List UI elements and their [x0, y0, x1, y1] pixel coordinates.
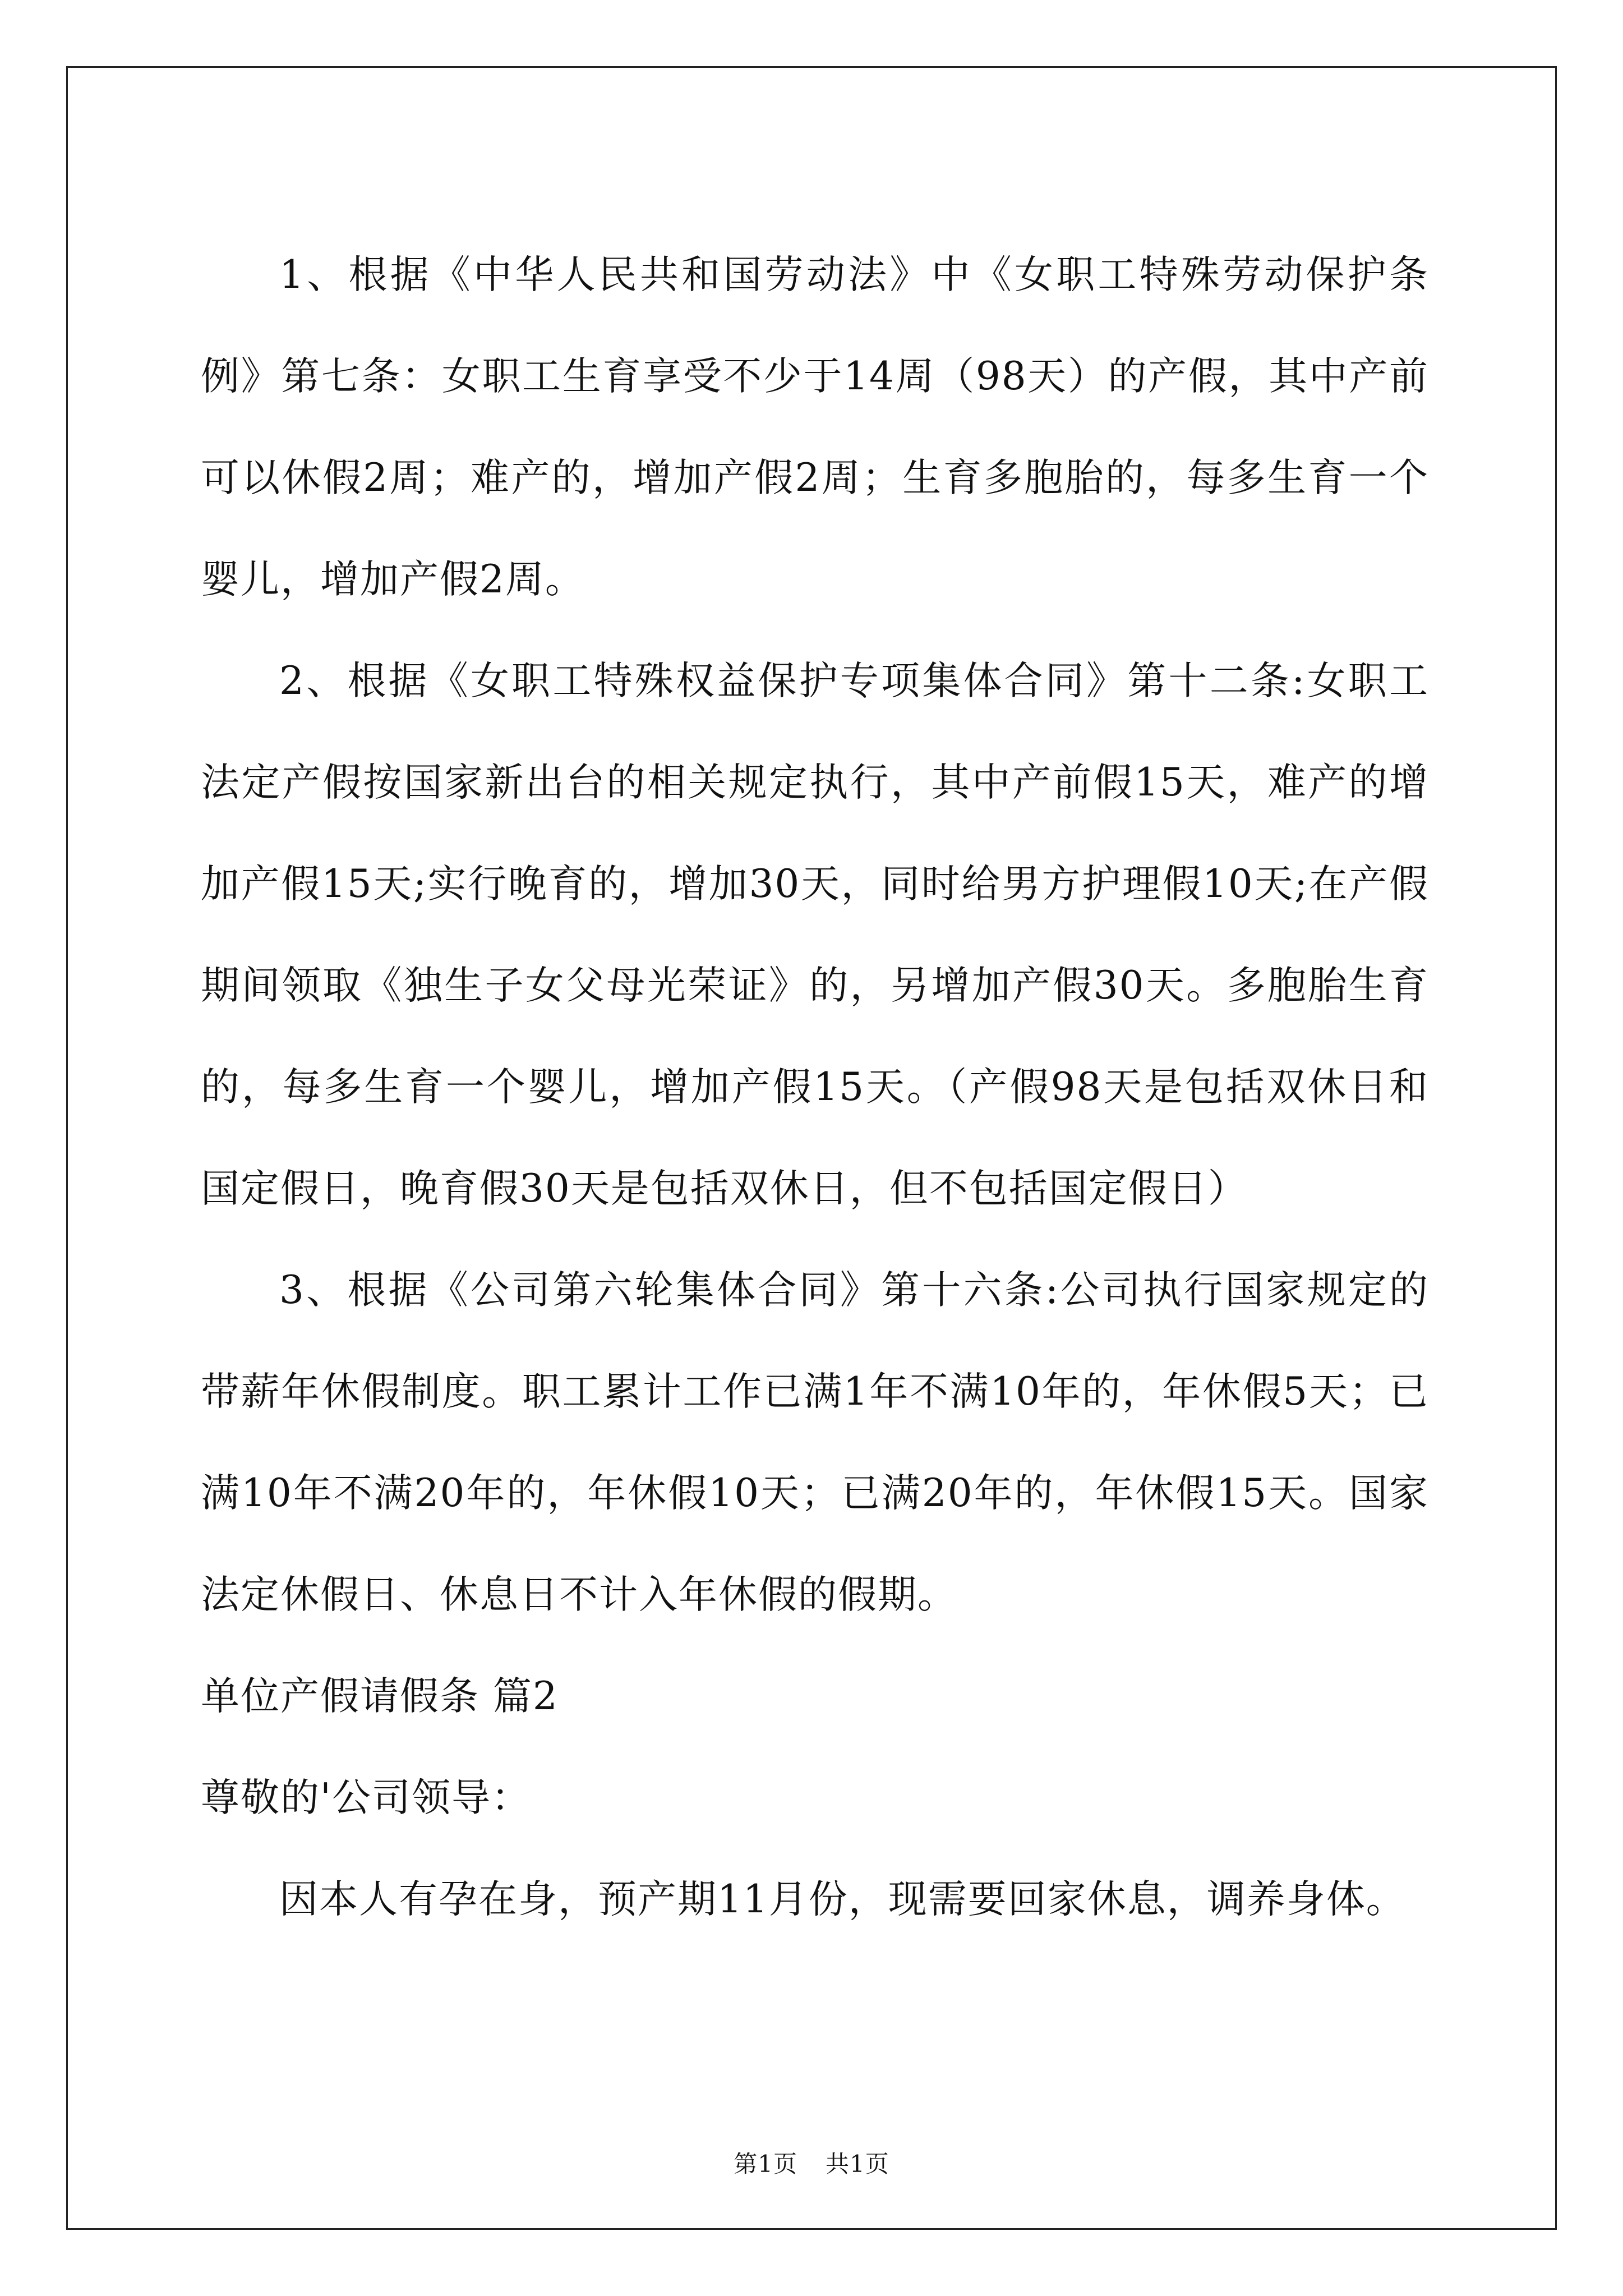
letter-salutation: 尊敬的'公司领导：: [201, 1775, 531, 1820]
document-body: [201, 224, 1429, 1950]
section-heading: 单位产假请假条 篇2: [201, 1674, 559, 1719]
paragraph-annual-leave: 3、根据《公司第六轮集体合同》第十六条:公司执行国家规定的带薪年休假制度。职工累计工作已满1年不满10年的，年休假5天；已满10年不满20年的，年休假10天；已满20年的，年休假15天。国家法定休假日、休息日不计入年休假的假期。: [201, 1268, 1429, 1617]
paragraph-collective-contract: 2、根据《女职工特殊权益保护专项集体合同》第十二条:女职工法定产假按国家新出台的相关规定执行，其中产前假15天，难产的增加产假15天;实行晚育的，增加30天，同时给男方护理假10天;在产假期间领取《独生子女父母光荣证》的，另增加产假30天。多胞胎生育的，每多生育一个婴儿，增加产假15天。（产假98天是包括双休日和国定假日，晚育假30天是包括双休日，但不包括国定假日）: [201, 659, 1429, 1211]
paragraph-maternity-law: 1、根据《中华人民共和国劳动法》中《女职工特殊劳动保护条例》第七条：女职工生育享受不少于14周（98天）的产假，其中产前可以休假2周；难产的，增加产假2周；生育多胞胎的，每多生育一个婴儿，增加产假2周。: [201, 252, 1429, 602]
page-total: 共1页: [826, 2150, 889, 2178]
page-number: 第1页: [734, 2150, 797, 2178]
letter-body: 因本人有孕在身，预产期11月份，现需要回家休息，调养身体。: [279, 1877, 1406, 1922]
page-footer: [0, 2146, 1623, 2179]
